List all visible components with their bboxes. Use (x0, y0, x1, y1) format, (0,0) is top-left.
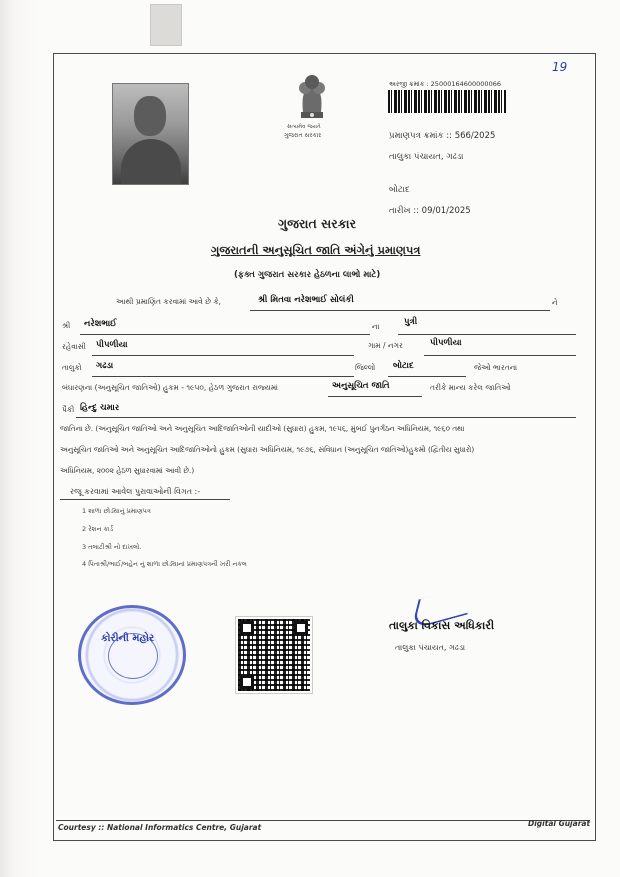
paper-clip (150, 4, 182, 46)
qr-finder (240, 675, 254, 689)
emblem-caption: ગુજરાત સરકાર (284, 132, 322, 139)
relation-underline (398, 334, 576, 335)
qr-finder (240, 621, 254, 635)
issuing-office: તાલુકા પંચાયત, ગઢડા (389, 152, 464, 162)
paragraph-line: જાતિના છે. (અનુસૂચિત જાતિઓ અને અનુસૂચિત આદિજાતિઓની યાદીઓ (સુધારા) હુકમ, ૧૯૫૬, મુંબઈ પુનર્ગઠન અધિનિયમ, ૧૯૬૦ તથા (60, 424, 465, 433)
certify-suffix: ને (552, 298, 558, 307)
official-seal (78, 605, 186, 705)
caste: હિન્દુ ચમાર (80, 403, 120, 413)
document-item: 2 રેશન કાર્ડ (82, 525, 114, 533)
issue-date-row: તારીખ :: 09/01/2025 (389, 206, 471, 216)
relation: પુત્રી (404, 317, 418, 327)
constitution-text: બંધારણના (અનુસૂચિત જાતિઓ) હુકમ - ૧૯૫૦, હેઠળ ગુજરાત રાજ્યમાં (62, 383, 278, 392)
legal-paragraph (60, 418, 580, 481)
relation-label: ના (372, 322, 380, 331)
village: પીપળીયા (430, 338, 462, 348)
district-label: જિલ્લો (355, 363, 376, 372)
photo-body (121, 139, 181, 184)
father-underline (80, 334, 370, 335)
footer-courtesy: Courtesy :: National Informatics Centre, Gujarat (58, 823, 262, 832)
documents-underline (60, 499, 230, 500)
taluka: ગઢડા (96, 361, 114, 371)
emblem-motto: સત્યમેવ જયતે (287, 124, 321, 130)
qr-code (236, 617, 312, 693)
resident: પીપળીયા (96, 340, 128, 350)
photo-head (134, 96, 166, 136)
district-underline (388, 376, 466, 377)
barcode (388, 90, 506, 113)
name-underline (250, 310, 550, 311)
category-underline (328, 396, 422, 397)
certificate-number-row: પ્રમાણપત્ર ક્રમાંક :: 566/2025 (389, 131, 496, 141)
government-title: ગુજરાત સરકાર (278, 216, 357, 231)
applicant-photo (112, 83, 189, 185)
signing-officer: તાલુકા વિકાસ અધિકારી (389, 619, 495, 632)
certificate-title: ગુજરાતની અનુસૂચિત જાતિ અંગેનું પ્રમાણપત્ર (211, 243, 421, 257)
document-item: 3 તલાટીશ્રી નો દાખલો. (82, 543, 142, 551)
barcode-number: અરજી ક્રમાંક : 25000164600000066 (389, 80, 501, 88)
paragraph-line: અનુસૂચિત જાતિઓ અને અનુસૂચિત આદિજાતિઓનો હુકમ (સુધારા અધિનિયમ, ૧૯૭૬, સંવિધાન (અનુસૂચિત જાતિઓ)હુકમો (દ્વિતીય સુધારો) (60, 445, 475, 454)
certificate-number-label: પ્રમાણપત્ર ક્રમાંક (389, 131, 444, 141)
certificate-note: (ફક્ત ગુજરાત સરકાર હેઠળના લાભો માટે) (234, 270, 381, 280)
document-item: 1 શાળા છોડ્યાનું પ્રમાણપત્ર (82, 507, 151, 515)
issue-date-label: તારીખ (389, 206, 411, 216)
candidate-name: શ્રી મિતવા નરેશભાઈ સોલંકી (258, 295, 354, 305)
paragraph-line: અધિનિયમ, ૨૦૦૨ હેઠળ સુધારવામાં આવી છે.) (60, 466, 195, 475)
issue-date: 09/01/2025 (421, 206, 471, 216)
certify-label: આથી પ્રમાણિત કરવામાં આવે છે કે, (116, 297, 222, 306)
village-underline (424, 355, 576, 356)
documents-heading: રજૂ કરવામાં આવેલ પુરાવાઓની વિગત :- (70, 487, 201, 496)
footer-rule (56, 820, 590, 821)
issuing-place: બોટાદ (389, 185, 410, 195)
taluka-label: તાલુકો (62, 363, 82, 372)
certificate-number: 566/2025 (454, 131, 496, 141)
resident-label: રહેવાસી (62, 342, 86, 351)
document-item: 4 પિતાશ્રી/ભાઈ/બહેન નું શાળા છોડ્યાનાં પ્રમાણપત્રની ખરી નકલ (82, 560, 247, 568)
qr-finder (294, 621, 308, 635)
resident-underline (92, 355, 354, 356)
footer-brand: Digital Gujarat (528, 819, 591, 828)
seal-text: કોરીની મહોર (101, 633, 155, 644)
category: અનુસૂચિત જાતિ (332, 381, 390, 391)
shri-label: શ્રી (62, 321, 71, 330)
district: બોટાદ (393, 361, 414, 371)
village-label: ગામ / નગર (368, 341, 403, 350)
country-label: જેઓ ભારતના (474, 363, 518, 372)
signing-office: તાલુકા પંચાયત, ગઢડા (395, 643, 466, 652)
page-number: 19 (552, 60, 568, 74)
taluka-underline (92, 376, 354, 377)
caste-label: પૈકી (62, 405, 75, 414)
father-name: નરેશભાઈ (84, 319, 117, 329)
recognized-text: તરીકે માન્ય કરેલ જાતિઓ (430, 383, 511, 392)
